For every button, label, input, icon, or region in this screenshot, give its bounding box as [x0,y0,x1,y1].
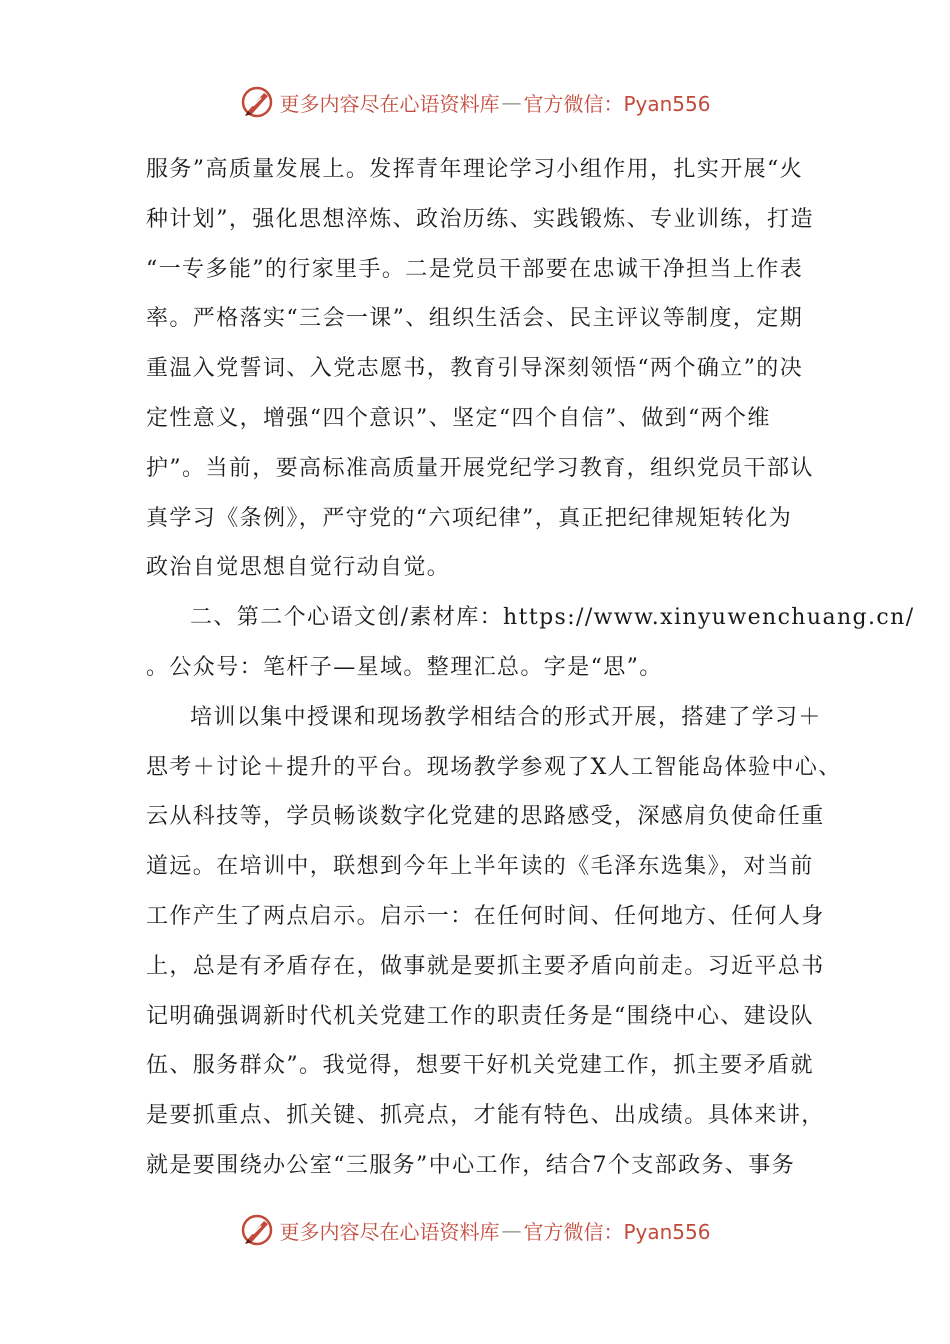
body-line: 道远。在培训中，联想到今年上半年读的《毛泽东选集》，对当前 [146,854,814,880]
banner-text: 更多内容尽在心语资料库 [279,91,500,116]
body-line: 种计划”，强化思想淬炼、政治历练、实践锻炼、专业训练，打造 [146,206,814,232]
body-line: 护”。当前，要高标准高质量开展党纪学习教育，组织党员干部认 [146,455,814,481]
body-line: 就是要围绕办公室“三服务”中心工作，结合7个支部政务、事务 [146,1152,796,1178]
paragraph-start-line: 培训以集中授课和现场教学相结合的形式开展，搭建了学习＋ [190,704,822,730]
body-line: 。公众号：笔杆子—星域。整理汇总。字是“思”。 [146,654,663,680]
banner-text: 更多内容尽在心语资料库 [279,1219,500,1244]
body-line: 真学习《条例》，严守党的“六项纪律”，真正把纪律规矩转化为 [146,505,793,531]
body-line: 工作产生了两点启示。启示一：在任何时间、任何地方、任何人身 [146,903,825,929]
body-line: “一专多能”的行家里手。二是党员干部要在忠诚干净担当上作表 [146,256,804,282]
body-line: 伍、服务群众”。我觉得，想要干好机关党建工作，抓主要矛盾就 [146,1053,814,1079]
pen-logo-icon [239,1212,275,1248]
body-line: 云从科技等，学员畅谈数字化党建的思路感受，深感肩负使命任重 [146,804,825,830]
banner-wechat: 官方微信：Pyan556 [523,91,711,116]
body-line: 记明确强调新时代机关党建工作的职责任务是“围绕中心、建设队 [146,1003,814,1029]
pen-logo-icon [239,84,275,120]
body-line: 政治自觉思想自觉行动自觉。 [146,555,451,581]
body-line: 思考＋讨论＋提升的平台。现场教学参观了X人工智能岛体验中心、 [146,754,842,780]
banner-separator: — [501,90,522,114]
section-heading-line: 二、第二个心语文创/素材库：https://www.xinyuwenchuang.cn/ [190,605,915,631]
banner-wechat: 官方微信：Pyan556 [523,1219,711,1244]
body-line: 定性意义，增强“四个意识”、坚定“四个自信”、做到“两个维 [146,405,771,431]
body-line: 上，总是有矛盾存在，做事就是要抓主要矛盾向前走。习近平总书 [146,953,825,979]
body-line: 率。严格落实“三会一课”、组织生活会、民主评议等制度，定期 [146,306,804,332]
footer-banner [0,1208,950,1252]
body-line: 是要抓重点、抓关键、抓亮点，才能有特色、出成绩。具体来讲， [146,1103,825,1129]
body-line: 服务”高质量发展上。发挥青年理论学习小组作用，扎实开展“火 [146,157,804,182]
body-line: 重温入党誓词、入党志愿书，教育引导深刻领悟“两个确立”的决 [146,356,804,382]
document-body [146,150,915,1196]
header-banner [0,80,950,124]
banner-separator: — [501,1218,522,1242]
